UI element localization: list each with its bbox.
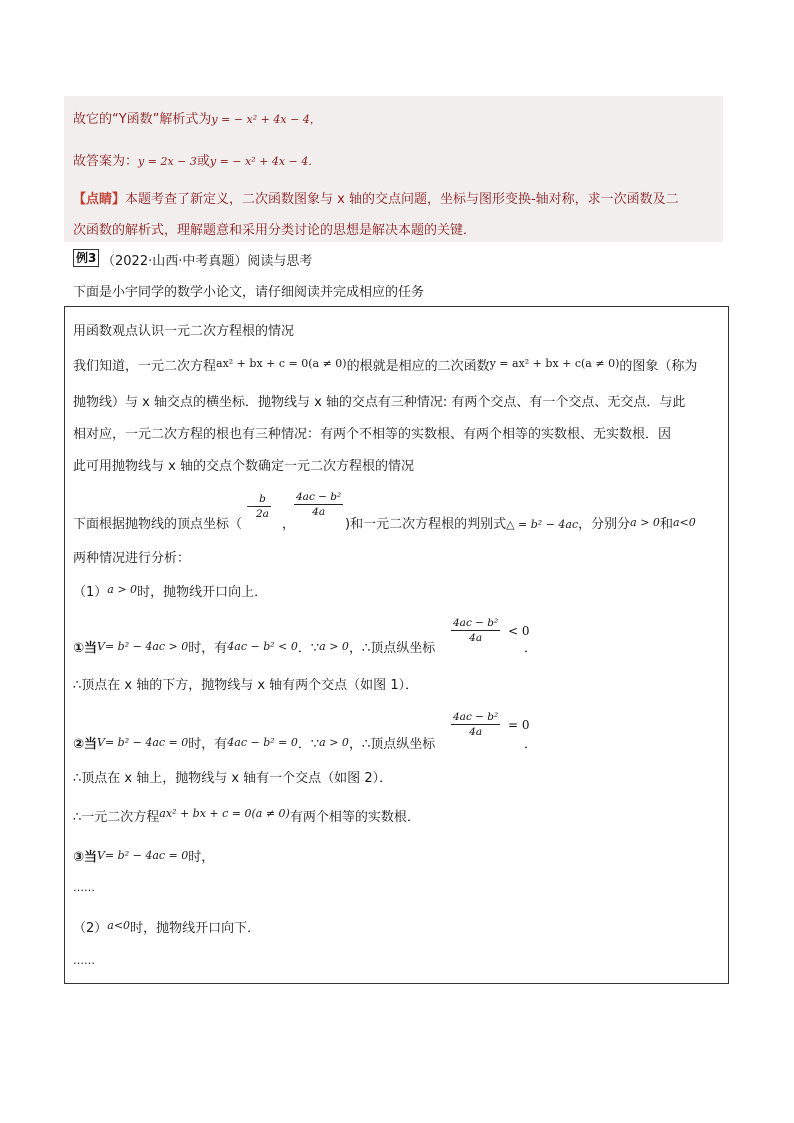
discriminant: △ = b² − 4ac	[506, 518, 579, 531]
item-2-eq: V= b² − 4ac = 0	[97, 736, 189, 749]
item-2-result-2	[73, 806, 420, 825]
vertex-frac-1	[254, 492, 271, 521]
vertex-frac-2	[294, 490, 343, 519]
comment-text-1: 本题考查了新定义，二次函数图象与 x 轴的交点问题，坐标与图形变换-轴对称，求一次函数及二	[125, 192, 679, 207]
vertex-frac-2-den: 4a	[312, 506, 326, 518]
example-tag: 例3	[73, 249, 99, 267]
item-3-b: 时，	[188, 850, 215, 865]
essay-p1-a: 我们知道，一元二次方程	[73, 359, 217, 374]
item-1-fraction	[451, 616, 500, 645]
item-2-rel: = 0	[508, 718, 530, 732]
answer-formula-b: y = − x² + 4x − 4．	[209, 155, 320, 168]
example-source: （2022·山西·中考真题）阅读与思考	[102, 254, 313, 269]
ellipsis-1: ……	[73, 881, 95, 894]
item-2-res2-eq: ax² + bx + c = 0(a ≠ 0)	[159, 807, 290, 820]
item-2-c: ．∵	[297, 737, 320, 752]
case-1-item-1	[73, 637, 435, 656]
cond-a-negative: a<0	[672, 516, 696, 529]
essay-p5: 两种情况进行分析：	[73, 551, 191, 566]
answer-label: 故答案为：	[73, 154, 139, 169]
solution-line-1-text: 故它的“Y函数”解析式为	[73, 112, 212, 127]
case-1-cond: a > 0	[107, 583, 138, 596]
item-1-frac-num: 4ac − b²	[453, 617, 499, 629]
essay-p1-b: 的根就是相应的二次函数	[346, 359, 490, 374]
comment-line-2: 次函数的解析式，理解题意和采用分类讨论的思想是解决本题的关键．	[73, 223, 477, 238]
item-2-fraction	[451, 710, 500, 739]
vertex-frac-2-num: 4ac − b²	[296, 491, 342, 503]
item-1-label: ①当	[73, 641, 98, 656]
cond-a-positive: a > 0	[630, 516, 660, 529]
item-2-label: ②当	[73, 737, 98, 752]
item-2-b: 时，有	[188, 737, 228, 752]
item-1-end: ．	[524, 641, 538, 656]
item-2-eq3: a > 0	[319, 736, 349, 749]
case-2-num: （2）	[73, 921, 108, 936]
vertex-frac-1-den: 2a	[256, 508, 269, 520]
case-1-heading	[73, 581, 267, 600]
item-2-result: ∴顶点在 x 轴上，抛物线与 x 轴有一个交点（如图 2）．	[73, 771, 393, 786]
vertex-text-b: )和一元二次方程根的判别式	[345, 517, 507, 532]
essay-p1-eq2: y = ax² + bx + c(a ≠ 0)	[489, 357, 620, 370]
vertex-frac-1-num: b	[254, 492, 271, 507]
essay-p4: 此可用抛物线与 x 轴的交点个数确定一元二次方程根的情况	[73, 459, 414, 474]
item-1-result: ∴顶点在 x 轴的下方，抛物线与 x 轴有两个交点（如图 1）．	[73, 678, 419, 693]
vertex-line	[345, 513, 696, 532]
case-1-item-3	[73, 846, 214, 865]
example-intro: 下面是小宇同学的数学小论文，请仔细阅读并完成相应的任务	[73, 285, 425, 300]
item-1-rel: < 0	[508, 624, 530, 638]
item-2-frac-den: 4a	[469, 726, 483, 738]
item-2-res2-a: ∴一元二次方程	[73, 810, 160, 825]
solution-line-2	[73, 150, 319, 169]
solution-line-1-formula: y = − x² + 4x − 4，	[211, 113, 321, 126]
case-2-heading	[73, 917, 260, 936]
item-1-eq2: 4ac − b² < 0	[227, 640, 298, 653]
item-3-eq: V= b² − 4ac = 0	[97, 849, 189, 862]
ellipsis-2: ……	[73, 954, 95, 967]
answer-or: 或	[196, 154, 210, 169]
item-2-d: ，∴顶点纵坐标	[348, 737, 436, 752]
vertex-text-c: ，分别分	[578, 517, 631, 532]
item-3-label: ③当	[73, 850, 98, 865]
essay-p1-eq1: ax² + bx + c = 0(a ≠ 0)	[216, 357, 347, 370]
case-1-item-2	[73, 733, 435, 752]
comment-line-1	[73, 188, 679, 207]
item-1-b: 时，有	[188, 641, 228, 656]
vertex-and: 和	[659, 517, 673, 532]
case-2-cond: a<0	[107, 919, 131, 932]
case-2-text: 时，抛物线开口向下．	[130, 921, 261, 936]
solution-line-1	[73, 108, 321, 127]
vertex-text-a: 下面根据抛物线的顶点坐标（	[73, 517, 243, 532]
item-2-res2-b: 有两个相等的实数根．	[289, 810, 420, 825]
vertex-comma: ，	[282, 517, 296, 532]
essay-title: 用函数观点认识一元二次方程根的情况	[73, 324, 295, 339]
comment-tag: 【点睛】	[73, 192, 126, 207]
item-1-eq3: a > 0	[319, 640, 349, 653]
item-1-frac-den: 4a	[469, 632, 483, 644]
item-2-eq2: 4ac − b² = 0	[227, 736, 298, 749]
item-2-frac-num: 4ac − b²	[453, 711, 499, 723]
vertex-minus: −	[246, 500, 256, 513]
item-1-eq: V= b² − 4ac > 0	[97, 640, 189, 653]
essay-p1	[73, 355, 697, 374]
essay-p1-c: 的图象（称为	[619, 359, 698, 374]
item-1-d: ，∴顶点纵坐标	[348, 641, 436, 656]
case-1-num: （1）	[73, 585, 108, 600]
case-1-text: 时，抛物线开口向上．	[137, 585, 268, 600]
item-1-c: ．∵	[297, 641, 320, 656]
essay-p3: 相对应，一元二次方程的根也有三种情况：有两个不相等的实数根、有两个相等的实数根、无实数根．因	[73, 427, 672, 442]
essay-p2: 抛物线）与 x 轴交点的横坐标．抛物线与 x 轴的交点有三种情况: 有两个交点、有一个交点、无交点．与此	[73, 395, 686, 410]
item-2-end: ．	[524, 737, 538, 752]
answer-formula-a: y = 2x − 3	[138, 155, 197, 168]
